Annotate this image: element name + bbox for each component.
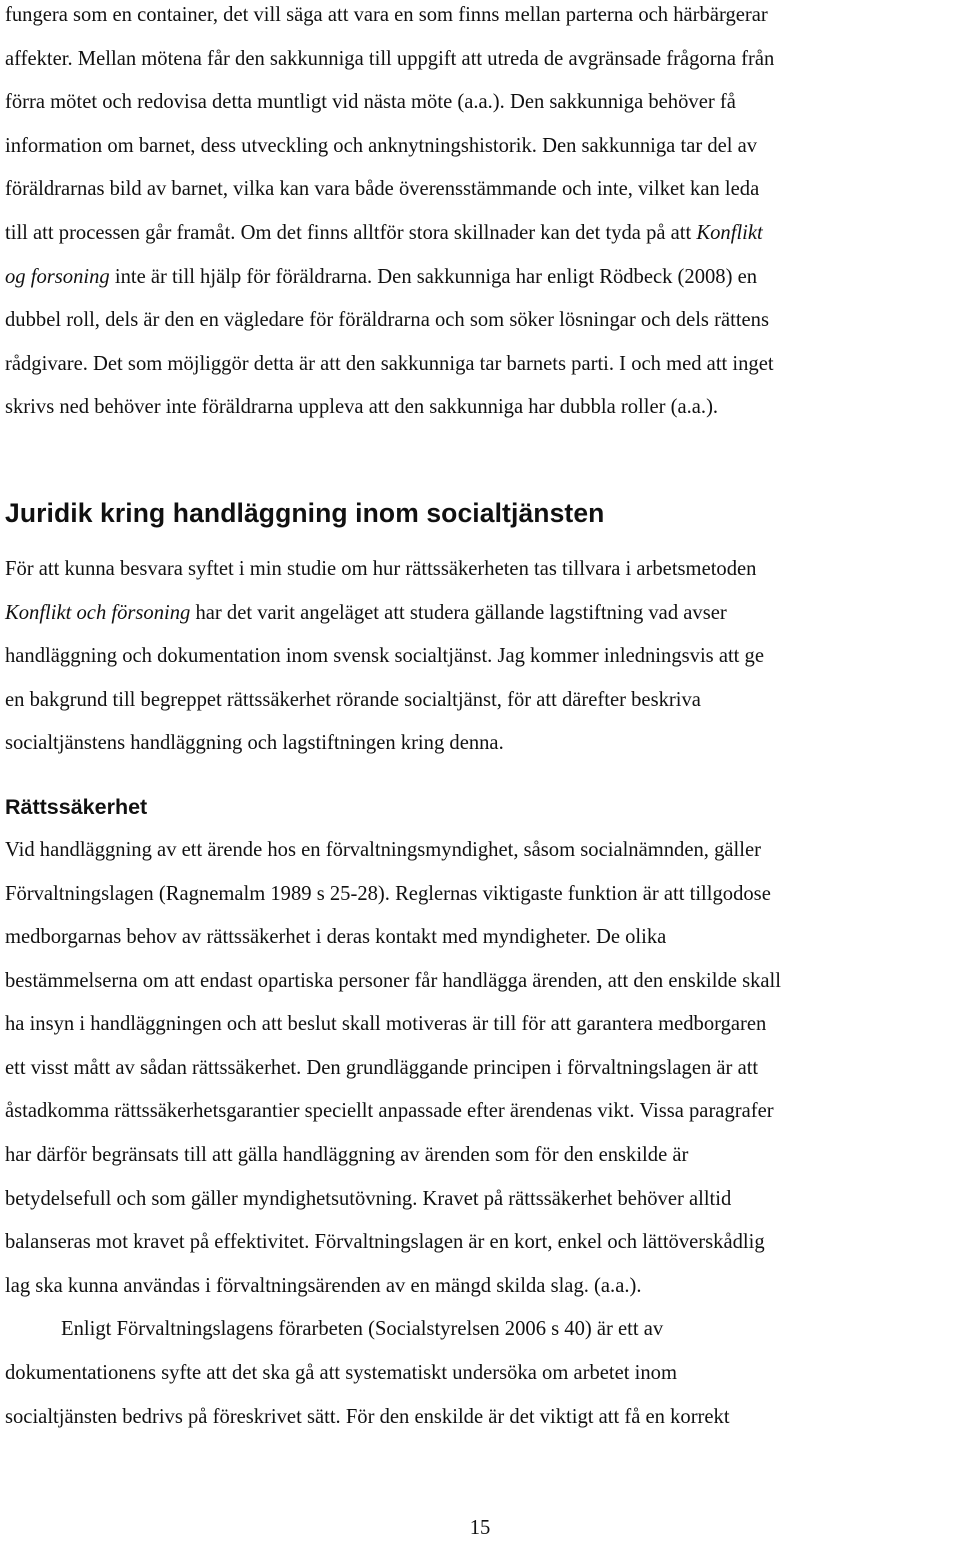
text-line: lag ska kunna användas i förvaltningsärenden av en mängd skilda slag. (a.a.).	[5, 1274, 642, 1297]
text-run: har det varit angeläget att studera gällande lagstiftning vad avser	[190, 601, 727, 624]
subsection-heading: Rättssäkerhet	[5, 794, 148, 819]
text-line: ett visst mått av sådan rättssäkerhet. Den grundläggande principen i förvaltningslagen är att	[5, 1056, 759, 1079]
text-line	[5, 212, 957, 256]
text-line: För att kunna besvara syftet i min studie om hur rättssäkerheten tas tillvara i arbetsmetoden	[5, 557, 757, 580]
body-paragraph	[5, 829, 957, 1309]
text-line: en bakgrund till begreppet rättssäkerhet rörande socialtjänst, för att därefter beskriva	[5, 688, 701, 711]
body-paragraph	[5, 1308, 957, 1439]
text-line: bestämmelserna om att endast opartiska personer får handlägga ärenden, att den enskilde skall	[5, 969, 781, 992]
text-line: föräldrarnas bild av barnet, vilka kan vara både överensstämmande och inte, vilket kan leda	[5, 178, 760, 201]
text-line: socialtjänsten bedrivs på föreskrivet sätt. För den enskilde är det viktigt att få en korrekt	[5, 1405, 730, 1428]
text-line: Vid handläggning av ett ärende hos en förvaltningsmyndighet, såsom socialnämnden, gäller	[5, 838, 761, 861]
text-line: fungera som en container, det vill säga att vara en som finns mellan parterna och härbärgerar	[5, 4, 768, 26]
text-line: rådgivare. Det som möjliggör detta är att den sakkunniga tar barnets parti. I och med att inget	[5, 352, 774, 375]
text-line: balanseras mot kravet på effektivitet. Förvaltningslagen är en kort, enkel och lättöverskådlig	[5, 1231, 765, 1254]
text-line: affekter. Mellan mötena får den sakkunniga till uppgift att utreda de avgränsade frågorna från	[5, 47, 775, 70]
text-line: socialtjänstens handläggning och lagstiftningen kring denna.	[5, 732, 504, 755]
text-run: till att processen går framåt. Om det finns alltför stora skillnader kan det tyda på att	[5, 221, 697, 244]
text-line: information om barnet, dess utveckling och anknytningshistorik. Den sakkunniga tar del av	[5, 134, 758, 157]
text-line	[5, 592, 957, 636]
text-line: åstadkomma rättssäkerhetsgarantier speciellt anpassade efter ärendenas vikt. Vissa paragrafer	[5, 1100, 774, 1123]
text-line: dubbel roll, dels är den en vägledare för föräldrarna och som söker lösningar och dels rättens	[5, 309, 769, 332]
italic-term: og forsoning	[5, 265, 110, 288]
text-line: Enligt Förvaltningslagens förarbeten (Socialstyrelsen 2006 s 40) är ett av	[61, 1318, 664, 1341]
body-paragraph	[5, 548, 957, 766]
text-line: handläggning och dokumentation inom svensk socialtjänst. Jag kommer inledningsvis att ge	[5, 645, 764, 668]
text-line: ha insyn i handläggningen och att beslut skall motiveras är till för att garantera medborgaren	[5, 1013, 767, 1036]
text-line: betydelsefull och som gäller myndighetsutövning. Kravet på rättssäkerhet behöver alltid	[5, 1187, 732, 1210]
body-paragraph	[5, 0, 957, 430]
text-line: förra mötet och redovisa detta muntligt vid nästa möte (a.a.). Den sakkunniga behöver få	[5, 91, 736, 114]
text-line: dokumentationens syfte att det ska gå att systematiskt undersöka om arbetet inom	[5, 1362, 678, 1385]
document-page	[5, 0, 957, 1439]
text-line: har därför begränsats till att gälla handläggning av ärenden som för den enskilde är	[5, 1144, 689, 1167]
text-run: inte är till hjälp för föräldrarna. Den sakkunniga har enligt Rödbeck (2008) en	[109, 265, 758, 288]
text-line: Förvaltningslagen (Ragnemalm 1989 s 25-28). Reglernas viktigaste funktion är att tillgodose	[5, 882, 771, 905]
text-line: medborgarnas behov av rättssäkerhet i deras kontakt med myndigheter. De olika	[5, 926, 667, 949]
italic-term: Konflikt	[696, 221, 763, 244]
text-line: skrivs ned behöver inte föräldrarna uppleva att den sakkunniga har dubbla roller (a.a.).	[5, 396, 719, 419]
italic-term: Konflikt och försoning	[5, 601, 191, 624]
section-heading: Juridik kring handläggning inom socialtjänsten	[5, 497, 605, 528]
page-number: 15	[469, 1517, 491, 1539]
text-line	[5, 256, 957, 300]
